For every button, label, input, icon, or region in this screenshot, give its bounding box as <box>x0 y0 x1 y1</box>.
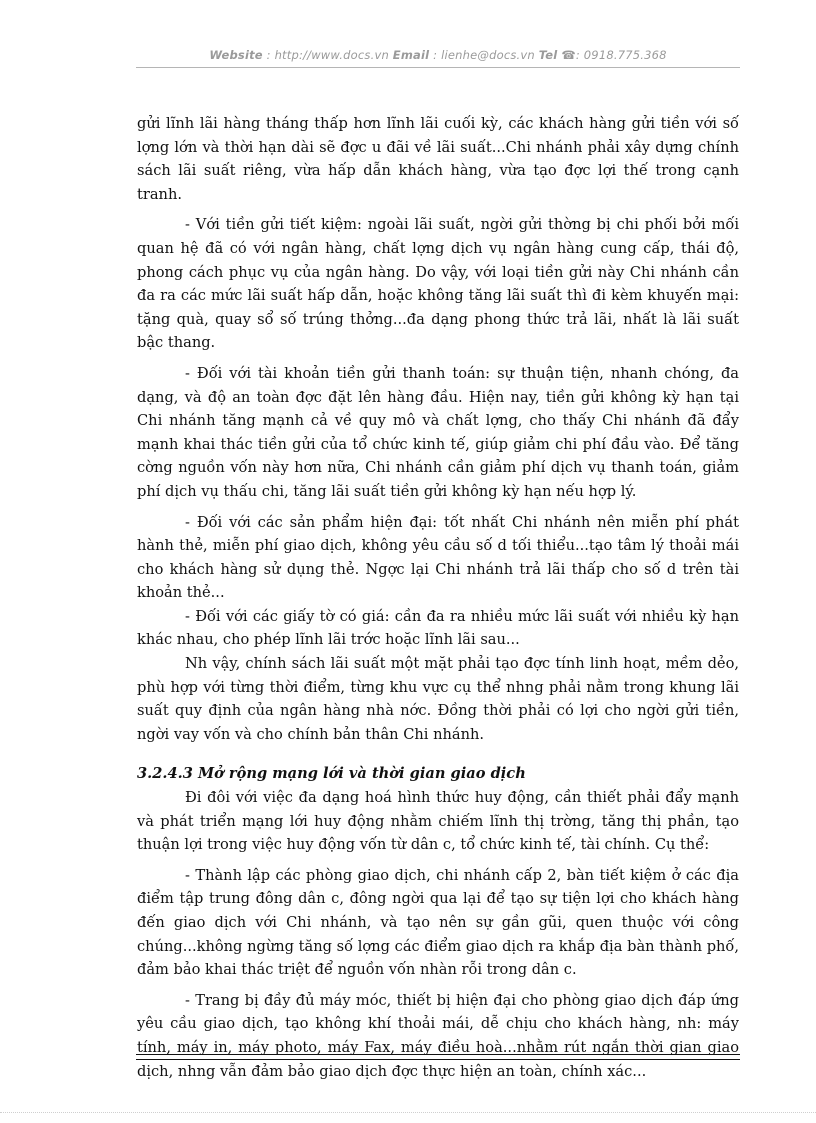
paragraph: - Trang bị đầy đủ máy móc, thiết bị hiện đại cho phòng giao dịch đáp ứng yêu cầu giao dịch, tạo không khí thoải mái, dễ chịu cho khách hàng, nh: máy tính, máy in, máy photo, máy Fax, máy điều hoà...nhằm rút ngắn thời gian giao dịch, nhng vẫn đảm bảo giao dịch đợc thực hiện an toàn, chính xác... <box>137 991 739 1080</box>
paragraph: Đi đôi với việc đa dạng hoá hình thức huy động, cần thiết phải đẩy mạnh và phát triển mạng lới huy động nhằm chiếm lĩnh thị trờng, tăng thị phần, tạo thuận lợi trong việc huy động vốn từ dân c, tổ chức kinh tế, tài chính. Cụ thể: <box>137 789 739 854</box>
section-heading: 3.2.4.3 Mở rộng mạng lới và thời gian giao dịch <box>137 765 526 783</box>
page-bottom-border <box>0 1112 816 1113</box>
paragraph: - Với tiền gửi tiết kiệm: ngoài lãi suất, ngời gửi thờng bị chi phối bởi mối quan hệ đã có với ngân hàng, chất lợng dịch vụ ngân hàng cung cấp, thái độ, phong cách phục vụ của ngân hàng. Do vậy, với loại tiền gửi này Chi nhánh cần đa ra các mức lãi suất hấp dẫn, hoặc không tăng lãi suất thì đi kèm khuyến mại: tặng quà, quay sổ số trúng thởng...đa dạng phong thức trả lãi, nhất là lãi suất bậc thang. <box>137 216 739 352</box>
website-value: : http://www.docs.vn <box>266 48 389 62</box>
website-label: Website <box>209 48 263 62</box>
tel-label: Tel <box>538 48 558 62</box>
tel-value: ☎: 0918.775.368 <box>561 48 667 62</box>
email-value: : lienhe@docs.vn <box>433 48 535 62</box>
paragraph: - Thành lập các phòng giao dịch, chi nhánh cấp 2, bàn tiết kiệm ở các địa điểm tập trung đông dân c, đông ngời qua lại để tạo sự tiện lợi cho khách hàng đến giao dịch với Chi nhánh, và tạo nên sự gần gũi, quen thuộc với công chúng...không ngừng tăng số lợng các điểm giao dịch ra khắp địa bàn thành phố, đảm bảo khai thác triệt để nguồn vốn nhàn rỗi trong dân c. <box>137 866 739 979</box>
footer-divider <box>136 1054 740 1060</box>
header-divider <box>136 67 740 68</box>
paragraph: gửi lĩnh lãi hàng tháng thấp hơn lĩnh lãi cuối kỳ, các khách hàng gửi tiền với số lợng lớn và thời hạn dài sẽ đợc u đãi về lãi suất...Chi nhánh phải xây dựng chính sách lãi suất riêng, vừa hấp dẫn khách hàng, vừa tạo đợc lợi thế trong cạnh tranh. <box>137 115 739 203</box>
email-label: Email <box>392 48 430 62</box>
document-body <box>137 112 739 1090</box>
paragraph: - Đối với các giấy tờ có giá: cần đa ra nhiều mức lãi suất với nhiều kỳ hạn khác nhau, cho phép lĩnh lãi trớc hoặc lĩnh lãi sau... <box>137 607 739 649</box>
paragraph: - Đối với các sản phẩm hiện đại: tốt nhất Chi nhánh nên miễn phí phát hành thẻ, miễn phí giao dịch, không yêu cầu số d tối thiểu...tạo tâm lý thoải mái cho khách hàng sử dụng thẻ. Ngợc lại Chi nhánh trả lãi thấp cho số d trên tài khoản thẻ... <box>137 513 739 602</box>
paragraph: Nh vậy, chính sách lãi suất một mặt phải tạo đợc tính linh hoạt, mềm dẻo, phù hợp với từng thời điểm, từng khu vực cụ thể nhng phải nằm trong khung lãi suất quy định của ngân hàng nhà nớc. Đồng thời phải có lợi cho ngời gửi tiền, ngời vay vốn và cho chính bản thân Chi nhánh. <box>137 655 739 743</box>
page-header <box>136 48 740 62</box>
paragraph: - Đối với tài khoản tiền gửi thanh toán: sự thuận tiện, nhanh chóng, đa dạng, và độ an toàn đợc đặt lên hàng đầu. Hiện nay, tiền gửi không kỳ hạn tại Chi nhánh tăng mạnh cả về quy mô và chất lợng, cho thấy Chi nhánh đã đẩy mạnh khai thác tiền gửi của tổ chức kinh tế, giúp giảm chi phí đầu vào. Để tăng cờng nguồn vốn này hơn nữa, Chi nhánh cần giảm phí dịch vụ thanh toán, giảm phí dịch vụ thấu chi, tăng lãi suất tiền gửi không kỳ hạn nếu hợp lý. <box>137 364 739 500</box>
